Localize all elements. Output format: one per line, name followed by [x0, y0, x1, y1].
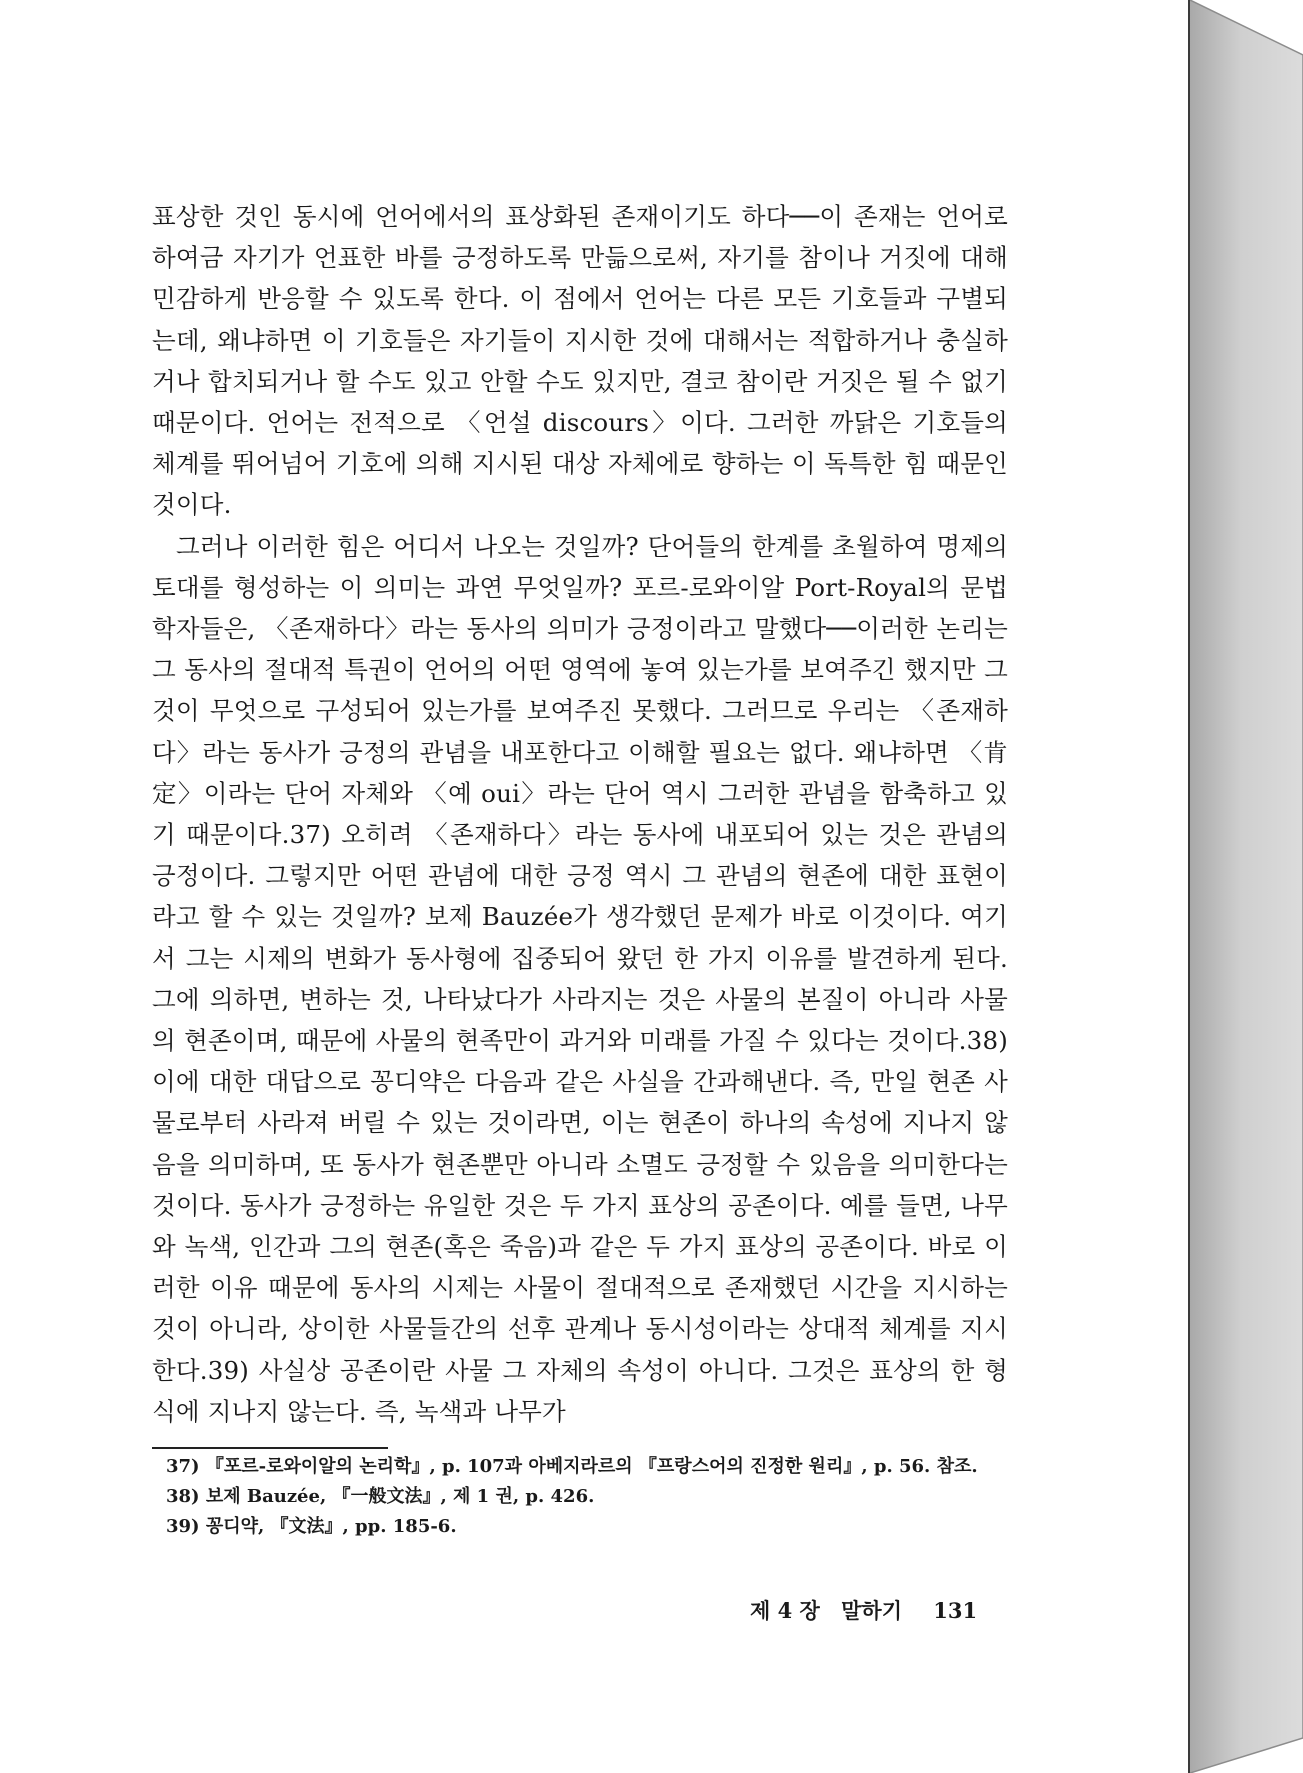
body-text: [152, 196, 1008, 1432]
paragraph: 그러나 이러한 힘은 어디서 나오는 것일까? 단어들의 한계를 초월하여 명제의 토대를 형성하는 이 의미는 과연 무엇일까? 포르-로와이알 Port-Royal의 문법 학자들은, 〈존재하다〉라는 동사의 의미가 긍정이라고 말했다──이러한 논리는 그 동사의 절대적 특권이 언어의 어떤 영역에 놓여 있는가를 보여주긴 했지만 그것이 무엇으로 구성되어 있는가를 보여주진 못했다. 그러므로 우리는 〈존재하다〉라는 동사가 긍정의 관념을 내포한다고 이해할 필요는 없다. 왜냐하면 〈肯定〉이라는 단어 자체와 〈예 oui〉라는 단어 역시 그러한 관념을 함축하고 있기 때문이다.37) 오히려 〈존재하다〉라는 동사에 내포되어 있는 것은 관념의 긍정이다. 그렇지만 어떤 관념에 대한 긍정 역시 그 관념의 현존에 대한 표현이라고 할 수 있는 것일까? 보제 Bauzée가 생각했던 문제가 바로 이것이다. 여기서 그는 시제의 변화가 동사형에 집중되어 왔던 한 가지 이유를 발견하게 된다. 그에 의하면, 변하는 것, 나타났다가 사라지는 것은 사물의 본질이 아니라 사물의 현존이며, 때문에 사물의 현족만이 과거와 미래를 가질 수 있다는 것이다.38) 이에 대한 대답으로 꽁디약은 다음과 같은 사실을 간과해낸다. 즉, 만일 현존 사물로부터 사라져 버릴 수 있는 것이라면, 이는 현존이 하나의 속성에 지나지 않음을 의미하며, 또 동사가 현존뿐만 아니라 소멸도 긍정할 수 있음을 의미한다는 것이다. 동사가 긍정하는 유일한 것은 두 가지 표상의 공존이다. 예를 들면, 나무와 녹색, 인간과 그의 현존(혹은 죽음)과 같은 두 가지 표상의 공존이다. 바로 이러한 이유 때문에 동사의 시제는 사물이 절대적으로 존재했던 시간을 지시하는 것이 아니라, 상이한 사물들간의 선후 관계나 동시성이라는 상대적 체계를 지시한다.39) 사실상 공존이란 사물 그 자체의 속성이 아니다. 그것은 표상의 한 형식에 지나지 않는다. 즉, 녹색과 나무가: [152, 531, 1008, 1426]
footnote-37: 37) 『포르-로와이알의 논리학』, p. 107과 아베지라르의 『프랑스어의 진정한 원리』, p. 56. 참조.: [166, 1456, 978, 1477]
footnotes: [166, 1452, 1006, 1542]
footnote-38: 38) 보제 Bauzée, 『一般文法』, 제 1 권, p. 426.: [166, 1486, 595, 1507]
chapter-title: 말하기: [841, 1598, 902, 1623]
paragraph: 표상한 것인 동시에 언어에서의 표상화된 존재이기도 하다──이 존재는 언어로 하여금 자기가 언표한 바를 긍정하도록 만듦으로써, 자기를 참이나 거짓에 대해 민감하게 반응할 수 있도록 한다. 이 점에서 언어는 다른 모든 기호들과 구별되는데, 왜냐하면 이 기호들은 자기들이 지시한 것에 대해서는 적합하거나 충실하거나 합치되거나 할 수도 있고 안할 수도 있지만, 결코 참이란 거짓은 될 수 없기 때문이다. 언어는 전적으로 〈언설 discours〉이다. 그러한 까닭은 기호들의 체계를 뛰어넘어 기호에 의해 지시된 대상 자체에로 향하는 이 독특한 힘 때문인 것이다.: [152, 202, 1008, 520]
footnote-39: 39) 꽁디약, 『文法』, pp. 185-6.: [166, 1516, 457, 1537]
page-number: 131: [933, 1598, 978, 1623]
chapter-label: 제 4 장: [750, 1598, 820, 1623]
book-page-edge: [1190, 0, 1303, 1773]
footnote-divider: [152, 1447, 388, 1449]
running-footer: [750, 1595, 1010, 1625]
